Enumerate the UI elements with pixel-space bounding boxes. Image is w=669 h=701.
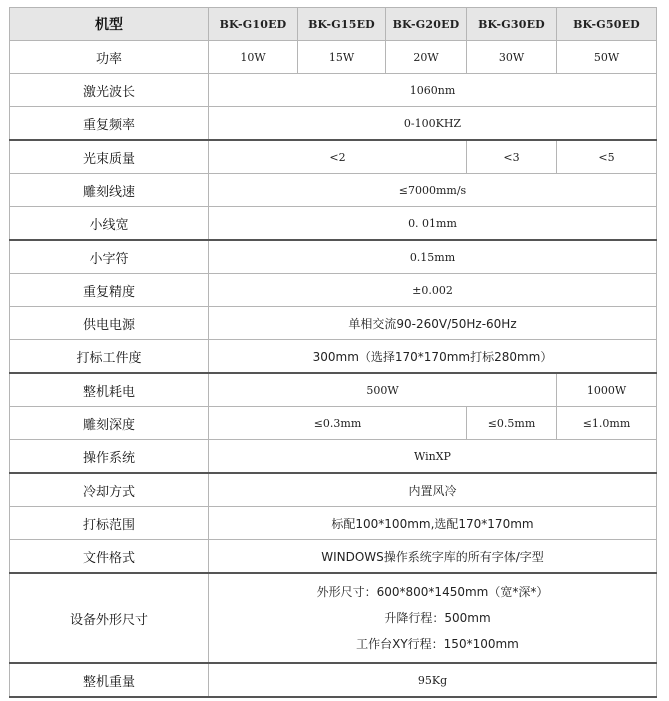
cell-value: 95Kg bbox=[209, 663, 657, 697]
header-label: 机型 bbox=[10, 8, 209, 41]
cell-value: 0. 01mm bbox=[209, 207, 657, 241]
cell-value: 内置风冷 bbox=[209, 473, 657, 507]
row-label: 雕刻线速 bbox=[10, 174, 209, 207]
table-row-os bbox=[10, 440, 657, 474]
cell-value: 10W bbox=[209, 41, 298, 74]
dimension-size: 外形尺寸：600*800*1450mm（宽*深*） bbox=[316, 585, 549, 599]
row-label: 操作系统 bbox=[10, 440, 209, 474]
row-label: 冷却方式 bbox=[10, 473, 209, 507]
row-label: 光束质量 bbox=[10, 140, 209, 174]
table-row-min-char bbox=[10, 240, 657, 274]
row-label: 供电电源 bbox=[10, 307, 209, 340]
table-row-range bbox=[10, 507, 657, 540]
cell-value: 标配100*100mm,选配170*170mm bbox=[209, 507, 657, 540]
cell-value: 1060nm bbox=[209, 74, 657, 107]
table-row-cooling bbox=[10, 473, 657, 507]
cell-value: 300mm（选择170*170mm打标280mm） bbox=[209, 340, 657, 374]
row-label: 重复精度 bbox=[10, 274, 209, 307]
table-row-speed bbox=[10, 174, 657, 207]
table-header-row bbox=[10, 8, 657, 41]
table-row-power-supply bbox=[10, 307, 657, 340]
row-label: 设备外形尺寸 bbox=[10, 573, 209, 663]
row-label: 整机耗电 bbox=[10, 373, 209, 407]
table-row-beam-quality bbox=[10, 140, 657, 174]
model-g20ed: BK-G20ED bbox=[386, 8, 467, 41]
table-row-weight bbox=[10, 663, 657, 697]
cell-value: WinXP bbox=[209, 440, 657, 474]
row-label: 功率 bbox=[10, 41, 209, 74]
table-row-power bbox=[10, 41, 657, 74]
table-row-mark-area bbox=[10, 340, 657, 374]
table-row-consumption bbox=[10, 373, 657, 407]
model-g10ed: BK-G10ED bbox=[209, 8, 298, 41]
cell-value: WINDOWS操作系统字库的所有字体/字型 bbox=[209, 540, 657, 574]
table-row-frequency bbox=[10, 107, 657, 141]
table-row-dimensions bbox=[10, 573, 657, 663]
row-label: 激光波长 bbox=[10, 74, 209, 107]
spec-table bbox=[9, 7, 657, 698]
model-g15ed: BK-G15ED bbox=[298, 8, 386, 41]
dimension-xy-travel: 工作台XY行程：150*100mm bbox=[356, 637, 519, 651]
row-label: 打标范围 bbox=[10, 507, 209, 540]
cell-value: <5 bbox=[557, 140, 657, 174]
cell-value: ≤1.0mm bbox=[557, 407, 657, 440]
dimension-lift: 升降行程：500mm bbox=[384, 611, 491, 625]
row-label: 小字符 bbox=[10, 240, 209, 274]
table-row-depth bbox=[10, 407, 657, 440]
cell-value: 0-100KHZ bbox=[209, 107, 657, 141]
cell-value: ±0.002 bbox=[209, 274, 657, 307]
model-g50ed: BK-G50ED bbox=[557, 8, 657, 41]
cell-value: ≤0.3mm bbox=[209, 407, 467, 440]
cell-value: ≤0.5mm bbox=[467, 407, 557, 440]
row-label: 重复频率 bbox=[10, 107, 209, 141]
cell-value: 20W bbox=[386, 41, 467, 74]
row-label: 整机重量 bbox=[10, 663, 209, 697]
model-g30ed: BK-G30ED bbox=[467, 8, 557, 41]
cell-value: 15W bbox=[298, 41, 386, 74]
cell-value: <3 bbox=[467, 140, 557, 174]
cell-value: 1000W bbox=[557, 373, 657, 407]
cell-value: 50W bbox=[557, 41, 657, 74]
row-label: 文件格式 bbox=[10, 540, 209, 574]
cell-value: <2 bbox=[209, 140, 467, 174]
row-label: 小线宽 bbox=[10, 207, 209, 241]
table-row-wavelength bbox=[10, 74, 657, 107]
cell-value: 0.15mm bbox=[209, 240, 657, 274]
table-row-repeat-precision bbox=[10, 274, 657, 307]
cell-value-multiline bbox=[209, 573, 657, 663]
row-label: 打标工件度 bbox=[10, 340, 209, 374]
cell-value: 30W bbox=[467, 41, 557, 74]
table-row-file-format bbox=[10, 540, 657, 574]
cell-value: 单相交流90-260V/50Hz-60Hz bbox=[209, 307, 657, 340]
table-row-min-line-width bbox=[10, 207, 657, 241]
cell-value: ≤7000mm/s bbox=[209, 174, 657, 207]
cell-value: 500W bbox=[209, 373, 557, 407]
row-label: 雕刻深度 bbox=[10, 407, 209, 440]
